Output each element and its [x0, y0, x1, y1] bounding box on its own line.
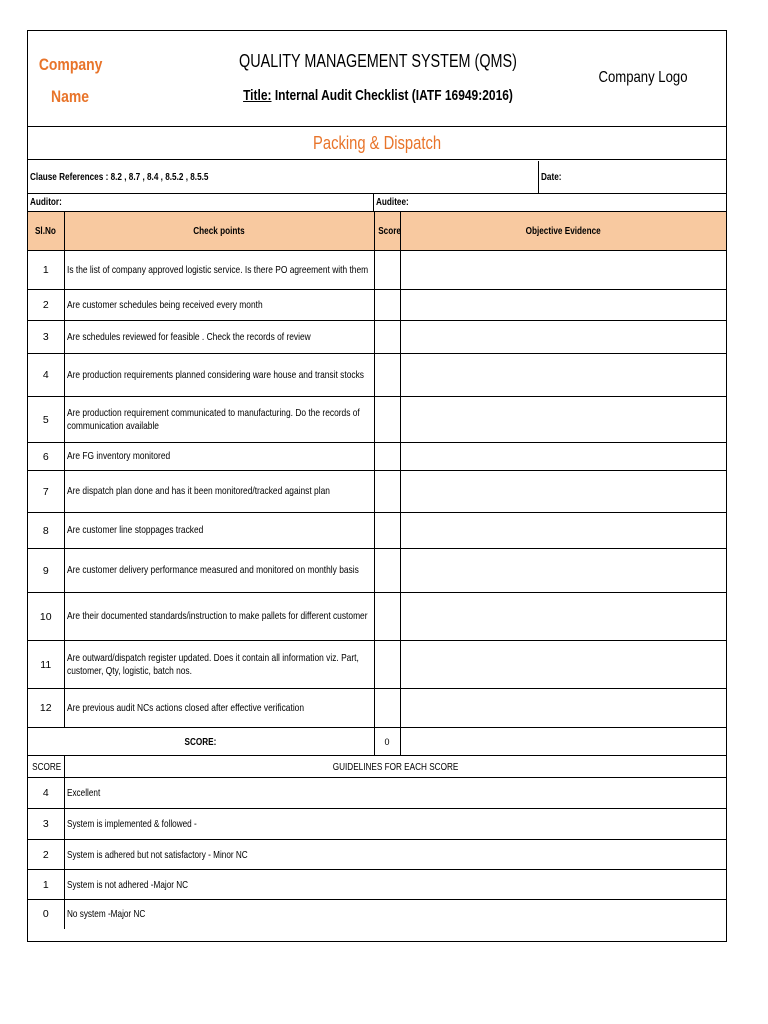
guideline-row — [28, 809, 726, 840]
evidence-cell[interactable] — [400, 689, 726, 728]
audit-checklist-sheet — [27, 30, 727, 942]
checkpoint-text-value: Are customer line stoppages tracked — [66, 524, 203, 536]
checkpoint-text-value: Are customer schedules being received every month — [66, 298, 263, 311]
guidelines-header-row — [28, 756, 726, 778]
date-label: Date: — [541, 171, 562, 183]
row-number: 6 — [28, 443, 64, 471]
row-number: 9 — [28, 549, 64, 593]
score-cell[interactable] — [374, 471, 400, 513]
document-title — [226, 87, 530, 104]
guideline-row — [28, 900, 726, 929]
evidence-cell[interactable] — [400, 290, 726, 321]
checkpoint-text-value: Are production requirement communicated to manufacturing. Do the records of communication available — [66, 406, 360, 432]
guideline-text — [64, 870, 726, 900]
date-cell[interactable] — [539, 161, 726, 194]
evidence-cell[interactable] — [400, 471, 726, 513]
auditor-cell[interactable] — [28, 194, 374, 211]
guideline-row — [28, 870, 726, 900]
score-cell[interactable] — [374, 251, 400, 290]
evidence-cell[interactable] — [400, 641, 726, 689]
checkpoint-text — [64, 397, 374, 443]
score-cell[interactable] — [374, 593, 400, 641]
checkpoint-text-value: Are previous audit NCs actions closed after effective verification — [66, 701, 304, 714]
guideline-score: 1 — [28, 870, 64, 900]
table-header-row — [28, 212, 726, 251]
checkpoint-text-value: Are customer delivery performance measured and monitored on monthly basis — [66, 564, 359, 576]
checkpoint-text-value: Are dispatch plan done and has it been monitored/tracked against plan — [66, 485, 330, 497]
table-row — [28, 593, 726, 641]
guidelines-title — [64, 756, 726, 778]
slno-header-text: Sl.No — [35, 225, 57, 237]
guideline-text-value: System is implemented & followed - — [66, 818, 197, 830]
checkpoint-text — [64, 549, 374, 593]
evidence-cell[interactable] — [400, 443, 726, 471]
row-number: 11 — [28, 641, 64, 689]
guideline-score: 2 — [28, 840, 64, 870]
table-row — [28, 321, 726, 354]
checkpoint-text — [64, 290, 374, 321]
checkpoint-text — [64, 251, 374, 290]
table-row — [28, 513, 726, 549]
checkpoints-header — [64, 212, 374, 251]
score-total-evidence-cell — [400, 728, 726, 756]
auditee-cell[interactable] — [374, 194, 726, 211]
checklist-table — [28, 211, 726, 929]
table-row — [28, 443, 726, 471]
score-total-label — [28, 728, 374, 756]
checkpoint-text — [64, 641, 374, 689]
checkpoint-text — [64, 443, 374, 471]
guideline-score: 4 — [28, 778, 64, 809]
system-title: QUALITY MANAGEMENT SYSTEM (QMS) — [239, 51, 517, 71]
company-name — [39, 49, 101, 113]
checkpoint-text — [64, 593, 374, 641]
table-row — [28, 397, 726, 443]
score-cell[interactable] — [374, 689, 400, 728]
evidence-header-text: Objective Evidence — [525, 225, 601, 237]
checkpoint-text — [64, 354, 374, 397]
section-title — [28, 127, 726, 160]
guideline-score: 0 — [28, 900, 64, 929]
score-cell[interactable] — [374, 397, 400, 443]
checkpoint-text-value: Are schedules reviewed for feasible . Check the records of review — [66, 330, 311, 343]
checkpoints-header-text: Check points — [193, 225, 245, 237]
evidence-header — [400, 212, 726, 251]
guideline-row — [28, 778, 726, 809]
checkpoint-text-value: Are production requirements planned considering ware house and transit stocks — [66, 368, 364, 381]
auditor-label: Auditor: — [30, 196, 62, 208]
table-row — [28, 549, 726, 593]
row-number: 7 — [28, 471, 64, 513]
company-logo-placeholder: Company Logo — [598, 69, 688, 86]
guideline-text — [64, 840, 726, 870]
table-row — [28, 251, 726, 290]
score-cell[interactable] — [374, 354, 400, 397]
evidence-cell[interactable] — [400, 593, 726, 641]
evidence-cell[interactable] — [400, 354, 726, 397]
guidelines-score-header-text: SCORE — [32, 760, 62, 773]
score-cell[interactable] — [374, 290, 400, 321]
guideline-text-value: Excellent — [66, 787, 100, 799]
score-cell[interactable] — [374, 443, 400, 471]
guideline-text — [64, 809, 726, 840]
table-row — [28, 354, 726, 397]
score-header-text: Score — [377, 225, 401, 237]
checkpoint-text-value: Are their documented standards/instruction to make pallets for different customer — [66, 610, 368, 622]
company-name-line2: Name — [51, 87, 89, 106]
company-name-line1: Company — [38, 55, 103, 74]
row-number: 1 — [28, 251, 64, 290]
table-row — [28, 689, 726, 728]
table-row — [28, 641, 726, 689]
guideline-text-value: No system -Major NC — [66, 908, 145, 921]
guideline-text-value: System is not adhered -Major NC — [66, 878, 188, 891]
title-label: Title: — [243, 87, 272, 104]
score-cell[interactable] — [374, 321, 400, 354]
slno-header — [28, 212, 64, 251]
guideline-text — [64, 900, 726, 929]
checkpoint-text — [64, 513, 374, 549]
evidence-cell[interactable] — [400, 513, 726, 549]
table-row — [28, 290, 726, 321]
evidence-cell[interactable] — [400, 251, 726, 290]
row-number: 5 — [28, 397, 64, 443]
table-row — [28, 471, 726, 513]
guideline-row — [28, 840, 726, 870]
score-cell[interactable] — [374, 641, 400, 689]
score-total-label-text: SCORE: — [184, 735, 217, 748]
evidence-cell[interactable] — [400, 549, 726, 593]
row-number: 4 — [28, 354, 64, 397]
row-number: 12 — [28, 689, 64, 728]
checkpoint-text-value: Are outward/dispatch register updated. Does it contain all information viz. Part, customer, Qty, logistic, batch nos. — [66, 651, 359, 677]
row-number: 3 — [28, 321, 64, 354]
row-number: 8 — [28, 513, 64, 549]
score-cell[interactable] — [374, 513, 400, 549]
checkpoint-text-value: Are FG inventory monitored — [66, 450, 170, 462]
checkpoint-text — [64, 321, 374, 354]
guideline-text-value: System is adhered but not satisfactory - Minor NC — [66, 848, 248, 861]
guideline-score: 3 — [28, 809, 64, 840]
guidelines-title-text: GUIDELINES FOR EACH SCORE — [332, 760, 459, 773]
row-number: 2 — [28, 290, 64, 321]
score-total-row — [28, 728, 726, 756]
score-cell[interactable] — [374, 549, 400, 593]
guideline-text — [64, 778, 726, 809]
auditee-label: Auditee: — [376, 196, 409, 208]
checkpoint-text-value: Is the list of company approved logistic service. Is there PO agreement with them — [66, 263, 368, 276]
guidelines-score-header — [28, 756, 64, 778]
score-total-value: 0 — [374, 728, 400, 756]
evidence-cell[interactable] — [400, 397, 726, 443]
section-title-text: Packing & Dispatch — [313, 133, 441, 153]
title-text: Internal Audit Checklist (IATF 16949:2016) — [274, 87, 513, 104]
document-header — [28, 31, 726, 127]
checkpoint-text — [64, 471, 374, 513]
clause-references-cell — [28, 161, 539, 194]
checkpoint-text — [64, 689, 374, 728]
clause-references: Clause References : 8.2 , 8.7 , 8.4 , 8.5.2 , 8.5.5 — [30, 171, 209, 183]
evidence-cell[interactable] — [400, 321, 726, 354]
row-number: 10 — [28, 593, 64, 641]
score-header — [374, 212, 400, 251]
